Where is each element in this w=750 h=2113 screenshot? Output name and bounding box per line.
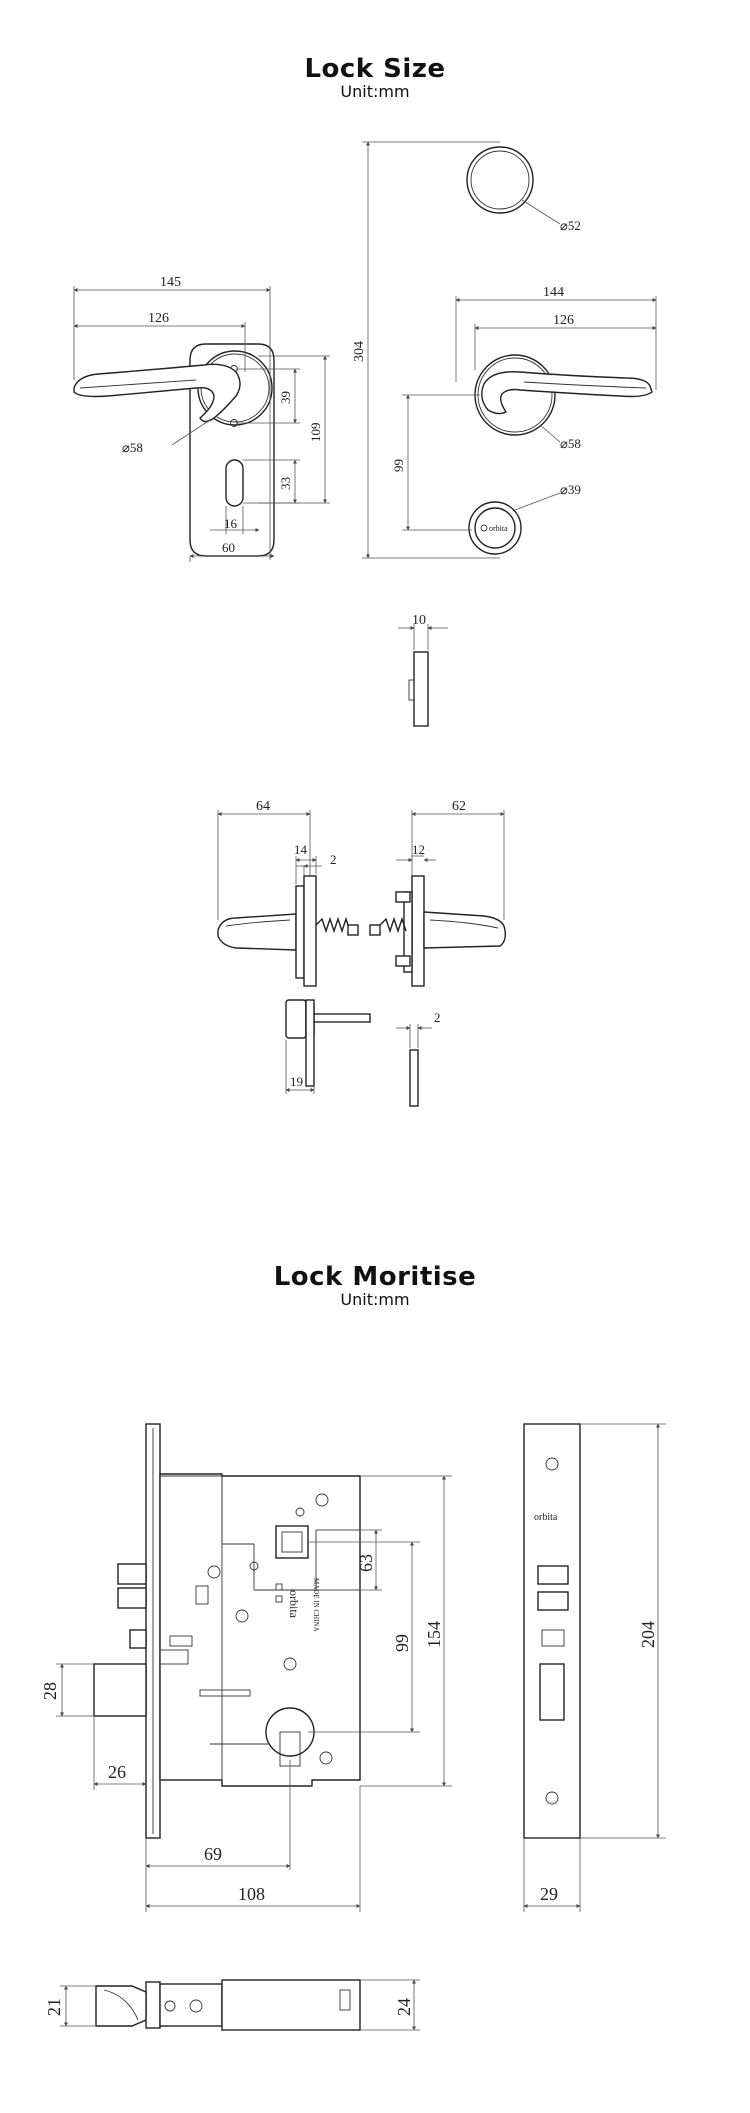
mortise-brand-logo: orbita: [287, 1590, 301, 1618]
dim-204: 204: [638, 1621, 658, 1648]
dim-16: 16: [224, 516, 237, 531]
dim-39: 39: [278, 391, 293, 404]
dim-26: 26: [108, 1762, 126, 1782]
dim-19: 19: [290, 1074, 303, 1089]
lever-handle-front-right: [475, 355, 652, 435]
dim-99-mortise: 99: [392, 1634, 412, 1652]
dim-rose-58-left: ⌀58: [122, 440, 143, 455]
dim-21: 21: [44, 1998, 64, 2016]
dim-rose-58-right: ⌀58: [560, 436, 581, 451]
cylinder-thumbturn-front: [469, 502, 521, 554]
faceplate-brand-logo: orbita: [534, 1512, 558, 1523]
dim-2-left: 2: [330, 852, 337, 867]
lever-side-thickness-view: [398, 613, 448, 726]
dim-109: 109: [308, 422, 323, 442]
rose-front-52: [467, 147, 533, 213]
mortise-body-front: [94, 1424, 360, 1838]
mortise-top-view: [96, 1980, 360, 2030]
lock-size-unit: Unit:mm: [340, 82, 410, 101]
dim-108: 108: [238, 1884, 265, 1904]
dim-12: 12: [412, 842, 425, 857]
dim-64: 64: [256, 799, 270, 814]
dim-29: 29: [540, 1884, 558, 1904]
dim-126-right: 126: [553, 313, 574, 328]
cylinder-brand-logo: orbita: [489, 524, 508, 533]
dim-126-left: 126: [148, 311, 169, 326]
side-assembly-view: [218, 799, 505, 1106]
lock-size-title: Lock Size: [304, 54, 446, 84]
dim-33: 33: [278, 477, 293, 490]
dim-145: 145: [160, 275, 181, 290]
dim-60: 60: [222, 540, 235, 555]
dim-304: 304: [352, 341, 367, 362]
dim-10: 10: [412, 613, 426, 628]
dim-14: 14: [294, 842, 307, 857]
made-in-china-text: MADE IN CHINA: [312, 1578, 320, 1632]
dim-69: 69: [204, 1844, 222, 1864]
dim-24: 24: [394, 1998, 414, 2016]
lock-mortise-title: Lock Moritise: [273, 1262, 477, 1292]
dim-2-right: 2: [434, 1010, 441, 1025]
dim-99-cylinder: 99: [391, 459, 406, 472]
dim-28: 28: [40, 1682, 60, 1700]
dim-63: 63: [356, 1554, 376, 1572]
lever-handle-front-left: [74, 344, 274, 556]
dim-154: 154: [424, 1621, 444, 1648]
dim-cylinder-39: ⌀39: [560, 482, 581, 497]
dim-rose-52: ⌀52: [560, 218, 581, 233]
mortise-faceplate-front: [524, 1424, 580, 1838]
dim-62: 62: [452, 799, 466, 814]
dim-144: 144: [543, 285, 564, 300]
lock-mortise-unit: Unit:mm: [340, 1290, 410, 1309]
